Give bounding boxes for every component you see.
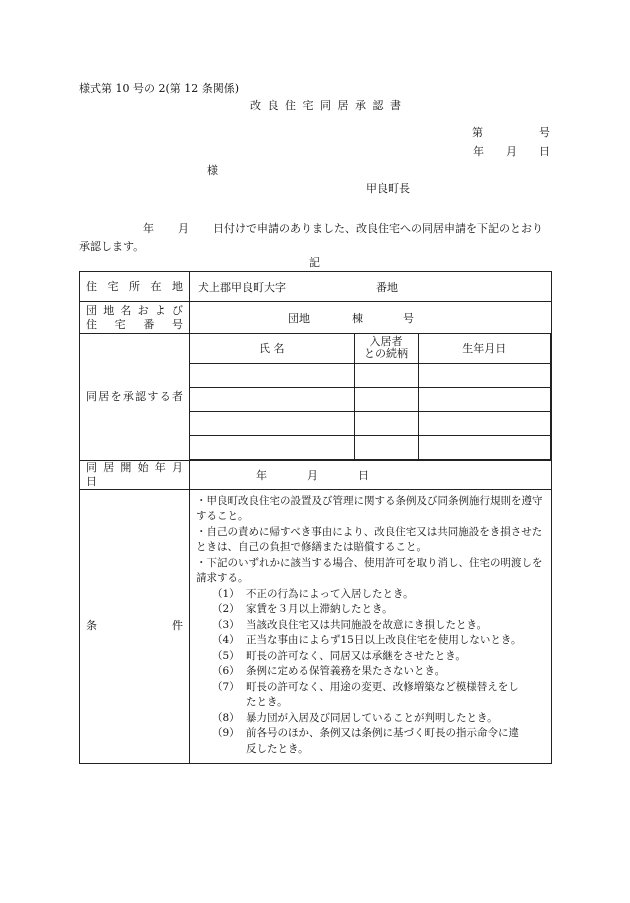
item-text: 前各号のほか、条例又は条例に基づく町長の指示命令に違 [246, 727, 519, 739]
condition-items [196, 587, 545, 758]
document-number-line [472, 126, 550, 140]
number-suffix: 号 [539, 126, 550, 139]
start-date-cell [190, 460, 552, 489]
approved-row [80, 334, 552, 461]
col-name-header: 氏 名 [190, 334, 354, 363]
item-number: （5） [212, 649, 240, 662]
danchi-label-line1: 団 地 名 お よ び [86, 303, 183, 317]
list-item [196, 633, 545, 649]
start-day: 日 [358, 468, 369, 482]
approved-cell [190, 334, 552, 461]
table-row [190, 387, 551, 411]
item-text: 条例に定める保管義務を果たさないとき。 [246, 665, 446, 677]
list-item [196, 711, 545, 727]
form-number-label: 様式第 10 号の 2(第 12 条関係) [79, 82, 240, 95]
list-item [196, 664, 545, 680]
conditions-label: 条 件 [80, 489, 190, 764]
statement-month: 月 [178, 222, 189, 235]
item-text: 町長の許可なく、同居又は承継をさせたとき。 [246, 649, 466, 662]
item-number: （1） [212, 587, 240, 600]
col-birth-header: 生年月日 [418, 334, 551, 363]
conditions-cell [190, 489, 552, 764]
item-number: （9） [212, 727, 240, 739]
item-text: 当該改良住宅又は共同施設を故意にき損したとき。 [246, 618, 488, 631]
condition-bullet: ・甲良町改良住宅の設置及び管理に関する条例及び同条例施行規則を遵守すること。 [196, 494, 543, 522]
number-prefix: 第 [472, 126, 483, 139]
condition-bullet: ・下記のいずれかに該当する場合、使用許可を取り消し、住宅の明渡しを請求する。 [196, 556, 543, 584]
date-month: 月 [506, 145, 517, 158]
danchi-row [80, 302, 552, 334]
date-year: 年 [473, 145, 484, 158]
statement-year: 年 [143, 222, 154, 235]
list-item [196, 649, 545, 665]
conditions-row [80, 489, 552, 764]
col-relation-line2: との続柄 [364, 347, 408, 361]
birth-cell[interactable] [418, 363, 551, 387]
list-item [196, 680, 545, 696]
addressee-suffix: 様 [207, 164, 218, 177]
name-cell[interactable] [190, 411, 354, 435]
statement-text: 日付けで申請のありました、改良住宅への同居申請を下記のとおり承認します。 [79, 222, 543, 253]
document-date-line [473, 145, 550, 159]
birth-cell[interactable] [418, 435, 551, 459]
ki-heading: 記 [309, 256, 320, 269]
birth-cell[interactable] [418, 411, 551, 435]
approval-table [79, 271, 552, 764]
danchi-label [80, 302, 190, 334]
item-number: （2） [212, 603, 240, 615]
start-date-row [80, 460, 552, 489]
item-number: （3） [212, 618, 240, 631]
address-cell [190, 272, 552, 302]
address-label: 住 宅 所 在 地 [80, 272, 190, 302]
danchi-cell [190, 302, 552, 334]
relation-cell[interactable] [354, 387, 418, 411]
item-continuation: たとき。 [246, 696, 288, 708]
approved-persons-table [190, 334, 551, 460]
table-row [190, 363, 551, 387]
approved-label: 同居を承認する者 [80, 334, 190, 461]
name-cell[interactable] [190, 363, 354, 387]
relation-cell[interactable] [354, 411, 418, 435]
col-relation-header [354, 334, 418, 363]
list-item [196, 602, 545, 618]
document-title: 改 良 住 宅 同 居 承 認 書 [250, 99, 403, 112]
item-number: （4） [212, 634, 240, 646]
start-month: 月 [307, 468, 318, 482]
address-suffix: 番地 [376, 280, 398, 294]
start-year: 年 [256, 468, 267, 482]
relation-cell[interactable] [354, 363, 418, 387]
birth-cell[interactable] [418, 387, 551, 411]
item-text: 暴力団が入居及び同居していることが判明したとき。 [246, 711, 498, 724]
item-number: （8） [212, 711, 240, 724]
approved-header-row [190, 334, 551, 363]
col-relation-line1: 入居者 [369, 335, 403, 349]
table-row [190, 411, 551, 435]
approval-statement [79, 220, 551, 256]
start-date-label: 同 居 開 始 年 月 日 [80, 460, 190, 489]
danchi-label-line2: 住 宅 番 号 [86, 317, 183, 331]
item-text: 家賃を３月以上滞納したとき。 [246, 603, 393, 615]
list-item [196, 726, 545, 742]
item-number: （6） [212, 665, 240, 677]
item-text: 町長の許可なく、用途の変更、改修増築など模様替えをし [246, 680, 519, 693]
danchi-mune: 棟 [352, 311, 363, 325]
danchi-value: 団地 [288, 311, 310, 325]
address-value: 犬上郡甲良町大字 [198, 280, 286, 294]
table-row [190, 435, 551, 459]
name-cell[interactable] [190, 387, 354, 411]
address-row [80, 272, 552, 302]
item-number: （7） [212, 680, 240, 693]
item-text: 不正の行為によって入居したとき。 [246, 587, 414, 600]
issuer-name: 甲良町長 [366, 182, 410, 195]
date-day: 日 [539, 145, 550, 158]
list-item [196, 618, 545, 634]
item-text: 正当な事由によらず15日以上改良住宅を使用しないとき。 [246, 634, 522, 646]
relation-cell[interactable] [354, 435, 418, 459]
danchi-go: 号 [403, 311, 414, 325]
item-continuation: 反したとき。 [246, 742, 309, 755]
name-cell[interactable] [190, 435, 354, 459]
list-item [196, 587, 545, 603]
condition-bullet: ・自己の責めに帰すべき事由により、改良住宅又は共同施設をき損させたときは、自己の負担で修繕または賠償すること。 [196, 525, 543, 553]
